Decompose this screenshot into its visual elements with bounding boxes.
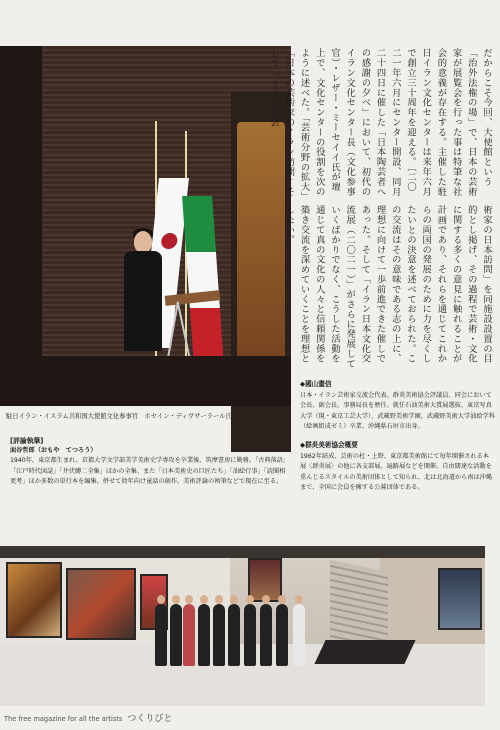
person-figure: [244, 604, 256, 666]
info-box-title-2: ◆群炎美術協会概要: [300, 441, 358, 450]
profile-bio: 1940年、東京都生まれ。京都大学文学部美学美術史学専攻を卒業後、筑摩書房に勤務。「古典落語」「江戸時代図誌」「井伏鱒二全集」ほかの全集、また「日本美術史の巨匠たち」「油絵行事」「読聞相更考」ほか多数の単行本を編集。併せて幼年向け童話の創作、美術評論の執筆などで現在に至る。: [10, 457, 290, 485]
article-lower-column: 術家の日本訪問」を同施設設置の目的とし掲げ、その過程で芸術・文化に関する多くの意見に触れることが計画であり、それらを通じてこれからの両国の発展のために力を尽くしたいとの決意を述べておられた。この交流はその意味である志の上に、理想に向けて一歩前進できた催しであった。そして「イラン日本文化交流展（二〇二一）」がさらに発展していくばかりでなく、こうした活動を通じて真の文化の人々と信頼関係を築き交流を深めていくことを理想としたい。: [283, 205, 492, 369]
person-figure: [198, 604, 210, 666]
iran-flag: [182, 196, 224, 366]
person-figure: [170, 604, 182, 666]
speech-photo-caption: 駐日イラン・イスラム共和国大使館文化参事官 ホセイン・ディヴサーラール氏: [6, 413, 232, 420]
speech-photo: [0, 46, 291, 406]
speaker-figure: [118, 231, 166, 351]
profile-title: [評論執筆]: [10, 437, 44, 445]
top-margin: [0, 0, 500, 46]
info-boxes: [300, 375, 495, 550]
person-figure: [293, 604, 305, 666]
info-box-title-1: ◆國山畫信: [300, 380, 332, 388]
info-box-text-1: 日本・イラン芸術家交流会代表、群炎美術協会評議員、同会において会長、副会長、事務局長を歴任。就任石油美術大賞展選抜、東京写真大学（現・東京工芸大学）、武蔵野美術学園、武蔵野美術大学油絵学科（絵画組成ゼミ）卒業、沖縄県石垣市出身。: [300, 392, 495, 430]
info-box-text-2: 1962年結成、芸術の杜・上野、東京都美術館にて毎年開催される本展〈群炎展〉の他に各支部展、遍路展などを開催。自由闊達な活動を重んじるスタイルの美術団体として知られ、北は北海道から南は沖縄まで、全国に会員を擁する公募団体である。: [300, 453, 493, 491]
author-profile: [10, 436, 290, 536]
painting: [6, 562, 62, 638]
person-figure: [213, 604, 225, 666]
article-upper-column: だからこそ今回、大使館という「治外法権の場」で、日本の芸術家が展覧会を行った事は特筆な社会的意義が存在する。主催した駐日イラン文化センターは来年六月で創立三十周年を迎える。〔二〇二一年六月にセンター開設、同月二十四日に催した「日本陶芸者への感謝の夕べ」において、初代のイラン文化センター長（文化参事官）・レザー・ミーセイイ氏が壇上で、文化センターの役割を次のように述べた。「芸術分野の拡大」「日本の芸術家のイラン訪問」そして「イランの芸: [268, 48, 492, 198]
person-figure: [260, 604, 272, 666]
footer: [4, 712, 304, 726]
person-figure: [228, 604, 240, 666]
footer-brand: つくりびと: [127, 714, 173, 724]
person-figure: [183, 604, 195, 666]
person-figure: [276, 604, 288, 666]
painting: [66, 568, 136, 640]
painting: [438, 568, 482, 630]
exhibition-photo: [0, 546, 485, 706]
footer-tagline: The free magazine for all the artists: [4, 715, 123, 723]
person-figure: [155, 604, 167, 666]
profile-name: 面谷哲郎（おもや てつろう）: [10, 447, 97, 455]
